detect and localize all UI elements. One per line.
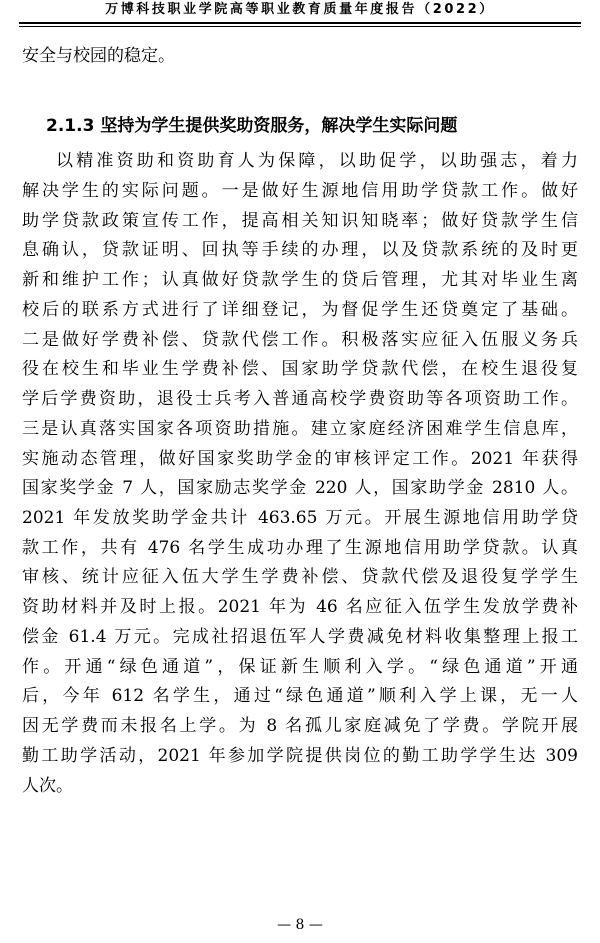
header-rule-thick — [19, 22, 581, 24]
paragraph-line: 国家奖学金 7 人，国家励志奖学金 220 人，国家助学金 2810 人。 — [22, 478, 578, 498]
paragraph-line: 2021 年发放奖助学金共计 463.65 万元。开展生源地信用助学贷 — [22, 508, 578, 528]
paragraph-line: 助学贷款政策宣传工作，提高相关知识知晓率；做好贷款学生信 — [22, 211, 578, 231]
page-number: — 8 — — [277, 917, 323, 933]
paragraph-line: 审核、统计应征入伍大学生学费补偿、贷款代偿及退役复学学生 — [22, 567, 578, 587]
paragraph-line: 偿金 61.4 万元。完成社招退伍军人学费减免材料收集整理上报工 — [22, 627, 578, 647]
paragraph-line: 校后的联系方式进行了详细登记，为督促学生还贷奠定了基础。 — [22, 300, 578, 320]
carryover-text-line: 安全与校园的稳定。 — [22, 46, 175, 66]
paragraph-line: 新和维护工作；认真做好贷款学生的贷后管理，尤其对毕业生离 — [22, 270, 578, 290]
paragraph-line: 息确认，贷款证明、回执等手续的办理，以及贷款系统的及时更 — [22, 240, 578, 260]
paragraph-line: 款工作，共有 476 名学生成功办理了生源地信用助学贷款。认真 — [22, 538, 578, 558]
header-rule-thin — [19, 26, 581, 27]
paragraph-line: 人次。 — [22, 776, 73, 796]
paragraph-line: 实施动态管理，做好国家奖助学金的审核评定工作。2021 年获得 — [22, 449, 578, 469]
section-heading: 2.1.3 坚持为学生提供奖助资服务，解决学生实际问题 — [46, 116, 458, 136]
paragraph-line: 役在校生和毕业生学费补偿、国家助学贷款代偿，在校生退役复 — [22, 359, 578, 379]
paragraph-line: 因无学费而未报名上学。为 8 名孤儿家庭减免了学费。学院开展 — [22, 716, 578, 736]
paragraph-line: 以精准资助和资助育人为保障，以助促学，以助强志，着力 — [56, 151, 578, 171]
paragraph-line: 勤工助学活动，2021 年参加学院提供岗位的勤工助学学生达 309 — [22, 746, 578, 766]
paragraph-line: 三是认真落实国家各项资助措施。建立家庭经济困难学生信息库， — [22, 419, 578, 439]
paragraph-line: 资助材料并及时上报。2021 年为 46 名应征入伍学生发放学费补 — [22, 597, 578, 617]
paragraph-line: 解决学生的实际问题。一是做好生源地信用助学贷款工作。做好 — [22, 181, 578, 201]
paragraph-line: 学后学费资助，退役士兵考入普通高校学费资助等各项资助工作。 — [22, 389, 578, 409]
report-header-title: 万博科技职业学院高等职业教育质量年度报告（2022） — [105, 2, 495, 17]
paragraph-line: 后，今年 612 名学生，通过“绿色通道”顺利入学上课，无一人 — [22, 686, 578, 706]
paragraph-line: 作。开通“绿色通道”，保证新生顺利入学。“绿色通道”开通 — [22, 657, 578, 677]
paragraph-line: 二是做好学费补偿、贷款代偿工作。积极落实应征入伍服义务兵 — [22, 330, 578, 350]
